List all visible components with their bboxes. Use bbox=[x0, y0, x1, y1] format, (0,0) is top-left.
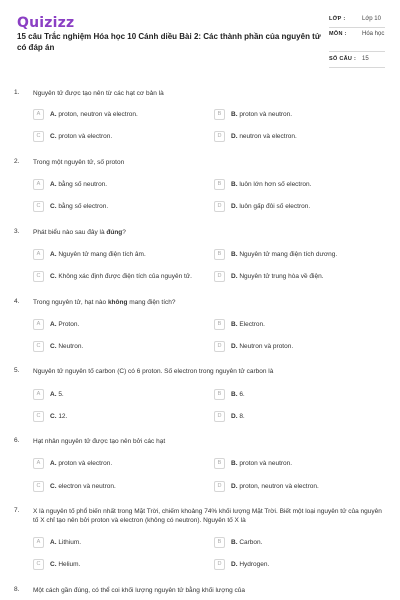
option-b-box: B bbox=[214, 109, 225, 120]
class-label: LỚP : bbox=[329, 16, 346, 22]
option-d[interactable] bbox=[214, 558, 269, 570]
option-text: neutron và electron. bbox=[239, 132, 297, 140]
option-letter: C. bbox=[50, 342, 57, 350]
divider bbox=[329, 67, 385, 68]
subject-label: MÔN : bbox=[329, 31, 347, 37]
option-d-box: D bbox=[214, 481, 225, 492]
option-letter: D. bbox=[231, 132, 238, 140]
option-c[interactable] bbox=[33, 130, 112, 142]
option-c-box: C bbox=[33, 341, 44, 352]
option-d[interactable] bbox=[214, 340, 293, 352]
option-text: Neutron và proton. bbox=[239, 342, 294, 350]
option-letter: A. bbox=[50, 538, 57, 546]
option-text: Nguyên tử mang điện tích dương. bbox=[239, 250, 338, 258]
option-letter: A. bbox=[50, 390, 57, 398]
question-number: 3. bbox=[14, 228, 20, 235]
option-text: proton, neutron và electron. bbox=[58, 110, 138, 118]
option-c[interactable] bbox=[33, 270, 192, 282]
option-text: 6. bbox=[239, 390, 245, 398]
option-a-box: A bbox=[33, 537, 44, 548]
question-text: Phát biểu nào sau đây là đúng? bbox=[33, 229, 126, 236]
option-letter: D. bbox=[231, 342, 238, 350]
option-d[interactable] bbox=[214, 130, 297, 142]
option-a-box: A bbox=[33, 249, 44, 260]
option-a-box: A bbox=[33, 319, 44, 330]
divider bbox=[329, 51, 385, 52]
question-text: Nguyên tử nguyên tố carbon (C) có 6 proton. Số electron trong nguyên tử carbon là bbox=[33, 368, 274, 375]
option-a-box: A bbox=[33, 458, 44, 469]
option-a[interactable] bbox=[33, 178, 107, 190]
option-letter: B. bbox=[231, 390, 238, 398]
page-title: 15 câu Trắc nghiệm Hóa học 10 Cánh diều Bài 2: Các thành phần của nguyên tử có đáp án bbox=[17, 32, 321, 52]
option-c-box: C bbox=[33, 131, 44, 142]
option-text: Lithium. bbox=[58, 538, 82, 546]
option-text: Helium. bbox=[58, 560, 81, 568]
option-text: Electron. bbox=[239, 320, 265, 328]
option-text: proton và electron. bbox=[58, 459, 113, 467]
option-a-box: A bbox=[33, 389, 44, 400]
question-text: Trong một nguyên tử, số proton bbox=[33, 159, 125, 166]
option-a[interactable] bbox=[33, 457, 112, 469]
question-text: Một cách gần đúng, có thể coi khối lượng nguyên tử bằng khối lượng của bbox=[33, 587, 246, 594]
option-c-box: C bbox=[33, 201, 44, 212]
option-a[interactable] bbox=[33, 318, 79, 330]
option-b-box: B bbox=[214, 179, 225, 190]
page-header bbox=[0, 0, 400, 80]
option-letter: C. bbox=[50, 272, 57, 280]
option-letter: D. bbox=[231, 482, 238, 490]
option-text: bằng số electron. bbox=[58, 202, 109, 210]
option-text: bằng số neutron. bbox=[58, 180, 108, 188]
option-text: proton và neutron. bbox=[239, 459, 293, 467]
option-text: proton và electron. bbox=[58, 132, 113, 140]
option-a-box: A bbox=[33, 109, 44, 120]
option-d-box: D bbox=[214, 341, 225, 352]
option-d-box: D bbox=[214, 411, 225, 422]
option-letter: D. bbox=[231, 202, 238, 210]
option-letter: C. bbox=[50, 560, 57, 568]
option-d[interactable] bbox=[214, 270, 324, 282]
option-text: Proton. bbox=[58, 320, 80, 328]
option-letter: D. bbox=[231, 272, 238, 280]
question-text: Nguyên tử được tạo nên từ các hạt cơ bản là bbox=[33, 90, 164, 97]
class-value: Lớp 10 bbox=[362, 16, 381, 22]
option-c[interactable] bbox=[33, 410, 67, 422]
option-a[interactable] bbox=[33, 536, 81, 548]
option-d[interactable] bbox=[214, 480, 319, 492]
option-b-box: B bbox=[214, 249, 225, 260]
option-c[interactable] bbox=[33, 340, 83, 352]
option-text: 8. bbox=[239, 412, 245, 420]
option-c[interactable] bbox=[33, 200, 108, 212]
option-text: luôn gấp đôi số electron. bbox=[239, 202, 311, 210]
question-text: Trong nguyên tử, hạt nào không mang điện tích? bbox=[33, 299, 176, 306]
option-c-box: C bbox=[33, 411, 44, 422]
option-d-box: D bbox=[214, 201, 225, 212]
option-a[interactable] bbox=[33, 108, 138, 120]
option-letter: D. bbox=[231, 560, 238, 568]
option-text: Nguyên tử mang điện tích âm. bbox=[58, 250, 146, 258]
option-letter: A. bbox=[50, 459, 57, 467]
option-d-box: D bbox=[214, 559, 225, 570]
question-text: Hạt nhân nguyên tử được tạo nên bởi các hạt bbox=[33, 438, 166, 445]
option-letter: A. bbox=[50, 320, 57, 328]
option-letter: B. bbox=[231, 538, 238, 546]
option-d-box: D bbox=[214, 131, 225, 142]
option-text: proton và neutron. bbox=[239, 110, 293, 118]
question-number: 7. bbox=[14, 507, 20, 514]
divider bbox=[329, 27, 385, 28]
question-number: 1. bbox=[14, 89, 20, 96]
option-letter: C. bbox=[50, 202, 57, 210]
question-number: 5. bbox=[14, 367, 20, 374]
option-c[interactable] bbox=[33, 558, 80, 570]
option-text: Carbon. bbox=[239, 538, 263, 546]
option-text: proton, neutron và electron. bbox=[239, 482, 319, 490]
option-text: 5. bbox=[58, 390, 64, 398]
option-letter: C. bbox=[50, 482, 57, 490]
option-letter: A. bbox=[50, 250, 57, 258]
option-letter: C. bbox=[50, 132, 57, 140]
option-a-box: A bbox=[33, 179, 44, 190]
question-number: 6. bbox=[14, 437, 20, 444]
option-letter: B. bbox=[231, 110, 238, 118]
option-b[interactable] bbox=[214, 248, 337, 260]
option-b-box: B bbox=[214, 319, 225, 330]
option-b-box: B bbox=[214, 537, 225, 548]
option-b-box: B bbox=[214, 458, 225, 469]
option-a[interactable] bbox=[33, 388, 64, 400]
option-letter: A. bbox=[50, 110, 57, 118]
option-text: electron và neutron. bbox=[58, 482, 116, 490]
option-b[interactable] bbox=[214, 178, 311, 190]
option-d-box: D bbox=[214, 271, 225, 282]
question-number: 8. bbox=[14, 586, 20, 593]
option-c-box: C bbox=[33, 481, 44, 492]
subject-value: Hóa học bbox=[362, 31, 385, 37]
option-letter: D. bbox=[231, 412, 238, 420]
option-text: 12. bbox=[58, 412, 68, 420]
option-letter: A. bbox=[50, 180, 57, 188]
option-b[interactable] bbox=[214, 536, 262, 548]
option-c-box: C bbox=[33, 271, 44, 282]
count-value: 15 bbox=[362, 56, 369, 62]
option-letter: C. bbox=[50, 412, 57, 420]
question-number: 2. bbox=[14, 158, 20, 165]
option-b[interactable] bbox=[214, 108, 292, 120]
option-c-box: C bbox=[33, 559, 44, 570]
option-a[interactable] bbox=[33, 248, 146, 260]
question-text: X là nguyên tố phổ biến nhất trong Mặt Trời, chiếm khoảng 74% khối lượng Mặt Trời. Biết một loại nguyên tử của nguyên tố X chỉ tạo nên bởi proton và electron (không có neutron). Nguyên tố X là bbox=[33, 508, 382, 524]
option-b[interactable] bbox=[214, 457, 292, 469]
option-c[interactable] bbox=[33, 480, 116, 492]
option-letter: B. bbox=[231, 459, 238, 467]
count-label: SỐ CÂU : bbox=[329, 56, 357, 62]
option-text: Neutron. bbox=[58, 342, 84, 350]
option-b[interactable] bbox=[214, 318, 265, 330]
option-text: Nguyên tử trung hòa về điện. bbox=[239, 272, 324, 280]
option-d[interactable] bbox=[214, 410, 245, 422]
question-number: 4. bbox=[14, 298, 20, 305]
option-text: luôn lớn hơn số electron. bbox=[239, 180, 312, 188]
option-letter: B. bbox=[231, 250, 238, 258]
option-letter: B. bbox=[231, 180, 238, 188]
option-b[interactable] bbox=[214, 388, 245, 400]
option-text: Không xác định được điện tích của nguyên tử. bbox=[58, 272, 192, 280]
option-d[interactable] bbox=[214, 200, 310, 212]
quizizz-logo[interactable]: Quizizz bbox=[17, 15, 75, 31]
option-letter: B. bbox=[231, 320, 238, 328]
option-b-box: B bbox=[214, 389, 225, 400]
option-text: Hydrogen. bbox=[239, 560, 270, 568]
